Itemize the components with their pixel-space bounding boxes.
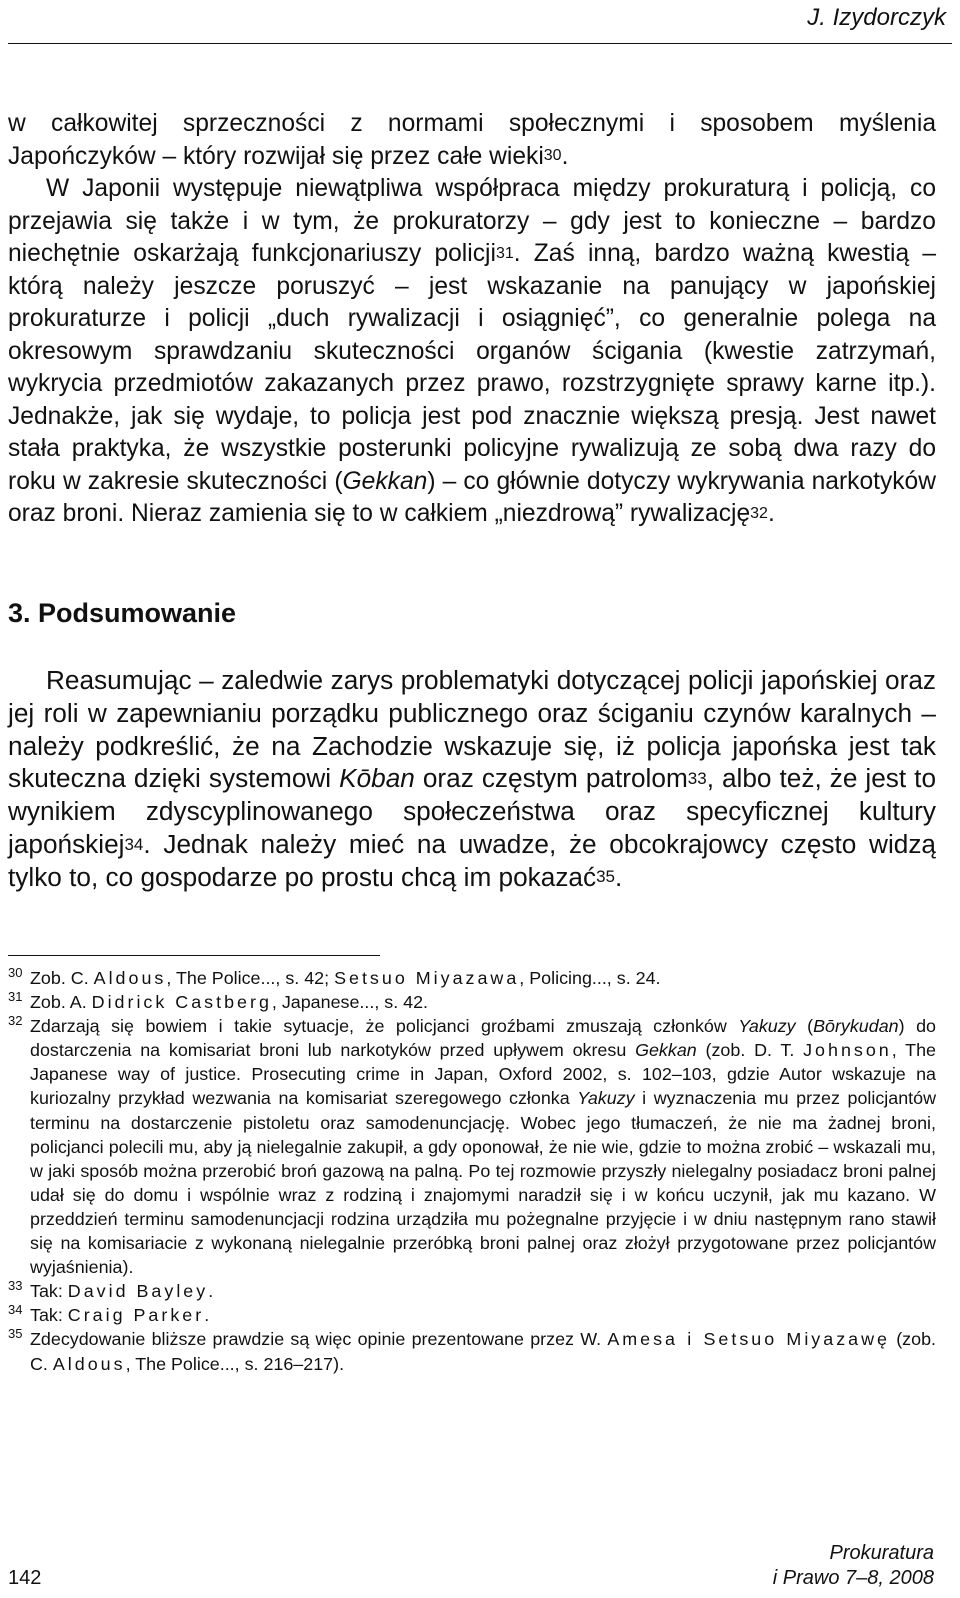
text-run: . Jednak należy mieć na uwadze, że obcokrajowcy często widzą tylko to, co gospodarze po prostu chcą im pokazać (8, 828, 936, 892)
text-run: Tak: (30, 1305, 68, 1326)
text-run: , The Japanese way of justice. Prosecuting crime in Japan, Oxford 2002, s. 102–103, gdzie Autor wskazuje na kuriozalny przykład wezwania na komisariat szeregowego członka (30, 1040, 937, 1109)
text-run: (zob. C. (30, 1329, 936, 1374)
footnote-ref-33[interactable]: 33 (687, 769, 707, 788)
running-header-author: J. Izydorczyk (807, 4, 946, 31)
term-yakuzy: Yakuzy (577, 1088, 635, 1109)
footnote-number: 32 (8, 1013, 23, 1029)
text-run: Zob. C. (30, 968, 94, 988)
author-name: Didrick Castberg (91, 992, 272, 1013)
author-name: Amesa i Setsuo Miyazawę (607, 1329, 890, 1350)
footnote-number: 34 (8, 1302, 23, 1318)
footnote-35 (8, 1327, 936, 1375)
term-gekkan: Gekkan (342, 467, 428, 495)
paragraph-1 (8, 108, 936, 173)
text-run: ( (795, 1016, 814, 1037)
header-rule (8, 43, 952, 44)
term-koban: Kōban (339, 763, 415, 794)
text-run: , The Police..., s. 216–217). (125, 1353, 345, 1374)
footnote-separator (8, 955, 380, 956)
author-name: David Bayley (67, 1281, 209, 1302)
author-name: Setsuo Miyazawa (334, 968, 520, 988)
text-run: , albo też, że jest to wynikiem zdyscyplinowanego społeczeństwa oraz specyficznej kultury japońskiej (8, 763, 937, 859)
footnote-34 (8, 1303, 936, 1327)
author-name: Aldous (52, 1353, 126, 1374)
text-run: . (615, 861, 623, 892)
footnote-number: 35 (8, 1326, 23, 1342)
main-text (8, 108, 936, 531)
text-run: w całkowitej sprzeczności z normami społecznymi i sposobem myślenia Japończyków – który rozwijał się przez całe wieki (8, 110, 936, 170)
journal-issue: i Prawo 7–8, 2008 (772, 1567, 934, 1589)
term-yakuzy: Yakuzy (738, 1016, 796, 1037)
text-run: Tak: (30, 1281, 68, 1302)
text-run: i wyznaczenia mu przez policjantów terminu na dostarczenie pistoletu oraz samodenuncjację. Wobec jego tłumaczeń, że nie ma żadnej broni, policjanci polecili mu, aby ją nielegalnie zakupił, a gdy oponował, że nie wie, gdzie to można zrobić – wskazali mu, w jaki sposób można przerobić broń gazową na palną. Po tej rozmowie przyszły nielegalny posiadacz broni palnej udał się do domu i wspólnie wraz z rodziną i znajomymi naradził się i w końcu uczynił, jak mu kazano. W przeddzień terminu samodenuncjacji rodzina urządziła mu pożegnalne przyjęcie i w dniu następnym rano stawił się na komisariacie z wykonaną nielegalnie przeróbką broni palnej oraz złożył przygotowane przez policjantów wyjaśnienia). (30, 1088, 937, 1278)
footnote-33 (8, 1279, 936, 1303)
author-name: Aldous (93, 968, 167, 988)
text-run: oraz częstym patrolom (414, 763, 688, 794)
footnote-ref-32[interactable]: 32 (750, 504, 768, 522)
footnote-31 (8, 990, 936, 1014)
author-name: Craig Parker (67, 1305, 205, 1326)
text-run: ) – co głównie dotyczy wykrywania narkotyków oraz broni. Nieraz zamienia się to w całkiem „niezdrową” rywalizację (8, 467, 936, 527)
journal-title: Prokuratura (829, 1542, 934, 1564)
text-run: . Zaś inną, bardzo ważną kwestią – którą należy jeszcze poruszyć – jest wskazanie na panujący w japońskiej prokuraturze i policji „duch rywalizacji i osiągnięć”, co generalnie polega na okresowym sprawdzaniu skuteczności organów ścigania (kwestie zatrzymań, wykrycia przedmiotów zakazanych przez prawo, rozstrzygnięte sprawy karne itp.). Jednakże, jak się wydaje, to policja jest pod znacznie większą presją. Jest nawet stała praktyka, że wszystkie posterunki policyjne rywalizują ze sobą dwa razy do roku w zakresie skuteczności ( (8, 240, 936, 495)
journal-info (773, 1541, 934, 1591)
footnotes (8, 966, 936, 1376)
paragraph-2 (8, 173, 936, 531)
text-run: . (561, 142, 569, 170)
summary-text (8, 664, 936, 894)
text-run: (zob. D. T. (696, 1040, 804, 1061)
text-run: , Japanese..., s. 42. (271, 992, 429, 1013)
text-run: ) do dostarczenia na komisariat broni lub narkotyków przed upływem okresu (30, 1016, 936, 1061)
text-run: , Policing..., s. 24. (519, 968, 661, 988)
author-name: Johnson (803, 1040, 892, 1061)
text-run: Zdecydowanie bliższe prawdzie są więc opinie prezentowane przez W. (30, 1329, 608, 1350)
text-run: Zob. A. (30, 992, 92, 1013)
text-run: . (204, 1305, 210, 1326)
footnote-number: 31 (8, 989, 23, 1005)
footnote-ref-34[interactable]: 34 (124, 834, 144, 854)
footnote-number: 30 (8, 965, 23, 980)
footnote-ref-30[interactable]: 30 (543, 147, 562, 165)
footnote-30 (8, 966, 936, 990)
text-run: . (767, 500, 775, 527)
text-run: , The Police..., s. 42; (166, 968, 335, 988)
text-run: . (208, 1281, 214, 1302)
page-number: 142 (8, 1567, 42, 1589)
summary-paragraph (8, 664, 936, 894)
footnote-32 (8, 1014, 936, 1279)
term-gekkan: Gekkan (635, 1040, 697, 1061)
term-borykudan: Bōrykudan (813, 1016, 899, 1037)
text-run: Zdarzają się bowiem i takie sytuacje, że policjanci groźbami zmuszają członków (30, 1016, 739, 1037)
footnote-number: 33 (8, 1278, 23, 1294)
footnote-ref-35[interactable]: 35 (596, 867, 616, 887)
text-run: W Japonii występuje niewątpliwa współpraca między prokuraturą i policją, co przejawia się także i w tym, że prokuratorzy – gdy jest to konieczne – bardzo niechętnie oskarżają funkcjonariuszy policji (8, 175, 936, 267)
section-heading: 3. Podsumowanie (8, 598, 237, 628)
text-run: Reasumując – zaledwie zarys problematyki dotyczącej policji japońskiej oraz jej roli w zapewnianiu porządku publicznego oraz ściganiu czynów karalnych – należy podkreślić, że na Zachodzie wskazuje się, iż policja japońska jest tak skuteczna dzięki systemowi (8, 665, 936, 794)
footnote-ref-31[interactable]: 31 (495, 244, 514, 262)
